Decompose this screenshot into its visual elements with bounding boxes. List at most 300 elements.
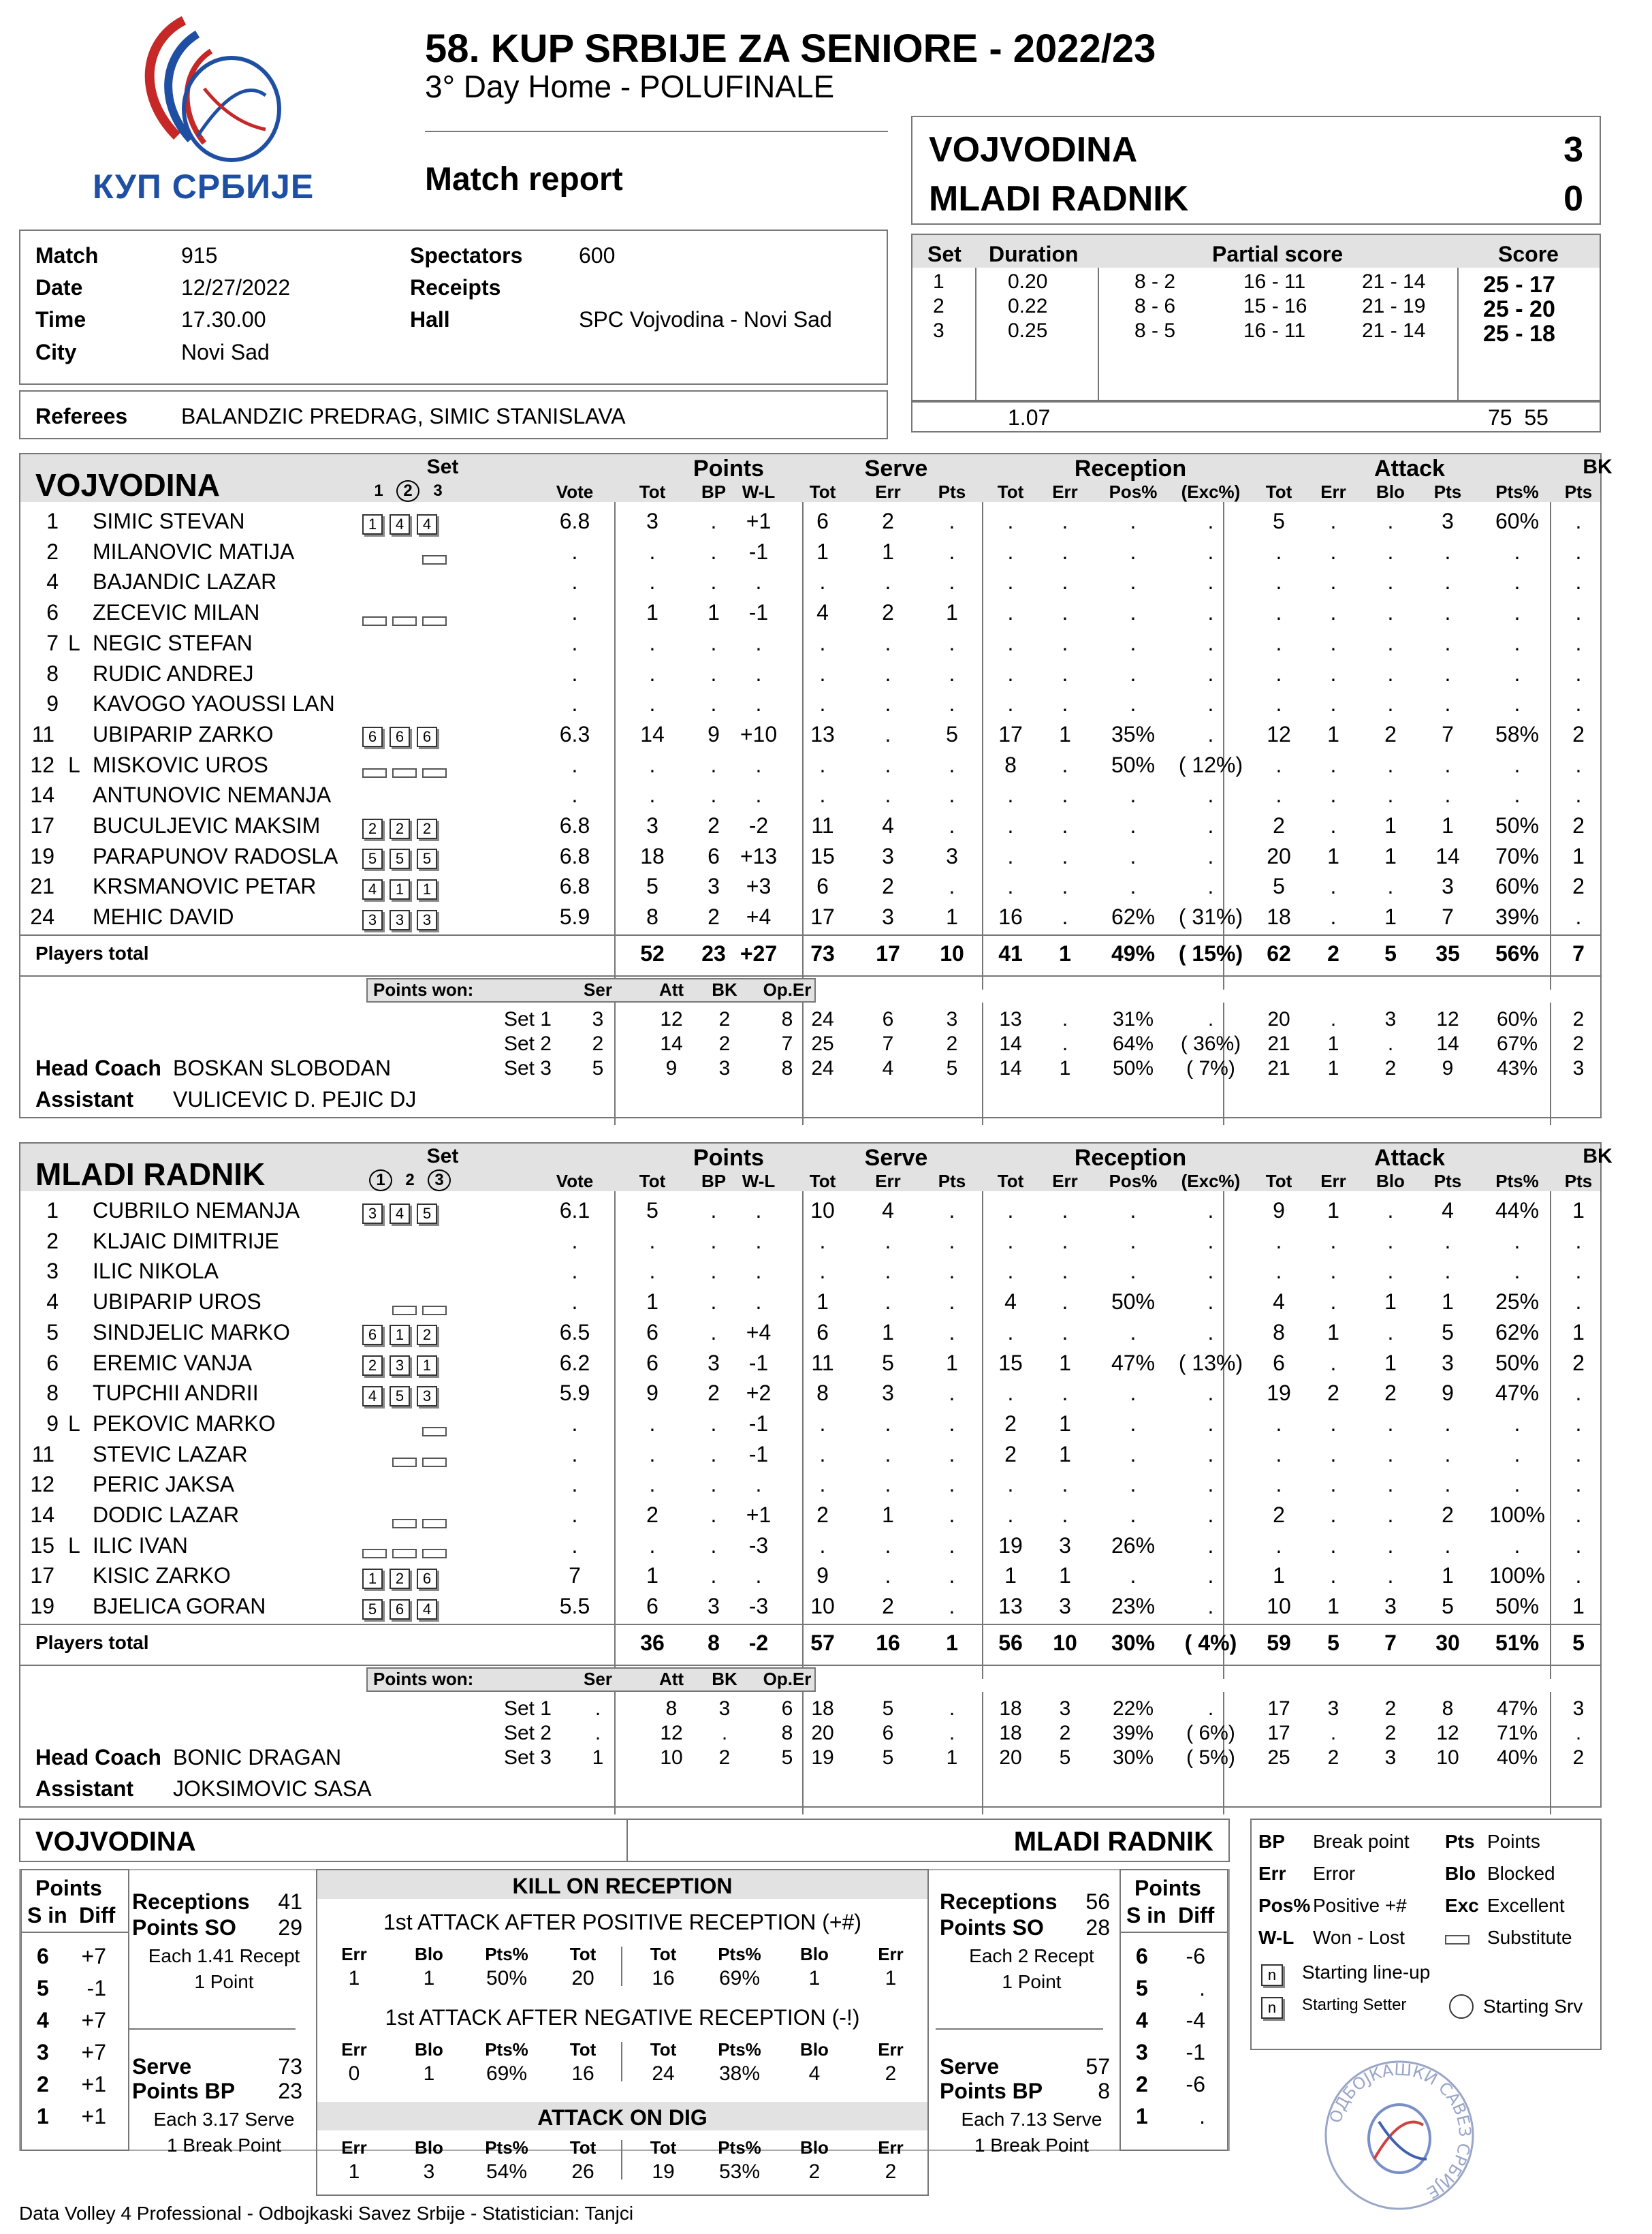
stat-cell: . bbox=[1330, 1411, 1337, 1436]
stat-cell: . bbox=[1575, 1441, 1582, 1466]
stat-cell: . bbox=[1007, 1503, 1014, 1527]
stat-cell: . bbox=[885, 1563, 891, 1588]
player-name: BAJANDIC LAZAR bbox=[93, 569, 277, 595]
stat-cell: . bbox=[1330, 1350, 1337, 1375]
stat-cell: 1 bbox=[1059, 1411, 1071, 1436]
stat-cell: 5 bbox=[1442, 1594, 1454, 1619]
total-cell: 30 bbox=[1435, 1631, 1460, 1655]
set-stat-cell: 71% bbox=[1496, 1722, 1538, 1744]
stat-cell: . bbox=[649, 1228, 656, 1253]
col-head: Pos% bbox=[1109, 482, 1158, 502]
player-number: 12 bbox=[30, 752, 54, 777]
set-stat-cell: 50% bbox=[1112, 1057, 1154, 1080]
points-so-value: 29 bbox=[278, 1915, 302, 1940]
set-stat-cell: 21 bbox=[1267, 1057, 1290, 1080]
player-name: MILANOVIC MATIJA bbox=[93, 539, 295, 564]
player-name: DODIC LAZAR bbox=[93, 1503, 240, 1527]
points-won-cell: . bbox=[721, 1722, 728, 1744]
stat-cell: -1 bbox=[748, 1350, 769, 1375]
stat-cell: 2 bbox=[1004, 1411, 1017, 1436]
points-won-cell: 3 bbox=[718, 1057, 731, 1080]
stat-cell: . bbox=[949, 630, 955, 655]
substitute-mark bbox=[422, 555, 447, 565]
player-name: ILIC NIKOLA bbox=[93, 1259, 219, 1284]
points-won-cell: 12 bbox=[660, 1008, 683, 1031]
stat-cell: . bbox=[1575, 1472, 1582, 1497]
stat-cell: . bbox=[1514, 630, 1521, 655]
rotation-number: 6 bbox=[1136, 1944, 1148, 1968]
starting-positions bbox=[362, 723, 444, 749]
kill-head: Err bbox=[878, 2039, 904, 2060]
stat-cell: 15 bbox=[810, 843, 835, 868]
stat-cell: . bbox=[1062, 1289, 1068, 1315]
stat-cell: 50% bbox=[1495, 813, 1540, 838]
negative-cell: 24 bbox=[652, 2062, 675, 2085]
stat-cell: . bbox=[819, 783, 826, 808]
match-value: 915 bbox=[181, 243, 218, 268]
sin-head: S in bbox=[27, 1903, 67, 1928]
stat-cell: -3 bbox=[748, 1532, 769, 1558]
stat-cell: . bbox=[1207, 874, 1214, 899]
stat-cell: 9 bbox=[708, 721, 720, 746]
stat-cell: . bbox=[1275, 600, 1282, 625]
set-label: Set 3 bbox=[503, 1057, 552, 1080]
player-name: TUPCHII ANDRII bbox=[93, 1381, 259, 1406]
points-won-head: Att bbox=[658, 1669, 684, 1689]
stat-cell: 6.8 bbox=[559, 874, 590, 899]
player-number: 3 bbox=[46, 1259, 59, 1284]
set-stat-cell: 9 bbox=[1442, 1057, 1454, 1080]
legend-desc: Substitute bbox=[1487, 1927, 1572, 1948]
stat-cell: . bbox=[755, 691, 762, 717]
stat-cell: 1 bbox=[1327, 1198, 1339, 1223]
set-partial-8: 8 - 6 bbox=[1134, 295, 1176, 317]
set-stat-cell: . bbox=[1062, 1008, 1068, 1031]
player-name: KLJAIC DIMITRIJE bbox=[93, 1228, 279, 1253]
stat-cell: . bbox=[1130, 1441, 1137, 1466]
diff-head: Diff bbox=[79, 1903, 116, 1928]
stat-cell: . bbox=[819, 1441, 826, 1466]
total-cell: 5 bbox=[1327, 1631, 1339, 1655]
col-head: W-L bbox=[742, 482, 776, 502]
set-number: 3 bbox=[933, 319, 944, 342]
stat-cell: . bbox=[571, 630, 578, 655]
kill-head: Tot bbox=[569, 2039, 597, 2060]
set-stat-cell: 13 bbox=[999, 1008, 1022, 1031]
stat-cell: . bbox=[1444, 1472, 1451, 1497]
set-partial-8: 8 - 2 bbox=[1134, 270, 1176, 293]
stat-cell: . bbox=[1387, 691, 1394, 717]
col-group-reception: Reception bbox=[1074, 1145, 1187, 1171]
assistant: VULICEVIC D. PEJIC DJ bbox=[173, 1087, 417, 1112]
stat-cell: . bbox=[1444, 539, 1451, 564]
stat-cell: . bbox=[710, 630, 717, 655]
stat-cell: . bbox=[885, 1532, 891, 1558]
stat-cell: . bbox=[1007, 1259, 1014, 1284]
stat-cell: 2 bbox=[882, 509, 894, 533]
negative-cell: 4 bbox=[808, 2062, 821, 2085]
set-label: Set 1 bbox=[503, 1697, 552, 1720]
player-number: 6 bbox=[46, 1350, 59, 1375]
set-stat-cell: 24 bbox=[811, 1008, 834, 1031]
stat-cell: 2 bbox=[708, 1381, 720, 1406]
stat-cell: . bbox=[1444, 1259, 1451, 1284]
assistant-label: Assistant bbox=[35, 1776, 134, 1801]
total-cell: 49% bbox=[1111, 941, 1156, 966]
legend-key: W-L bbox=[1258, 1927, 1294, 1948]
substitute-mark bbox=[392, 616, 417, 626]
receptions-label: Receptions bbox=[940, 1889, 1058, 1914]
page-title: 58. KUP SRBIJE ZA SENIORE - 2022/23 bbox=[425, 27, 1156, 71]
stat-cell: 62% bbox=[1111, 904, 1156, 930]
stat-cell: 1 bbox=[946, 1350, 958, 1375]
position-box: 1 bbox=[390, 879, 410, 900]
legend-desc: Error bbox=[1313, 1863, 1356, 1884]
kill-head: Err bbox=[341, 2137, 367, 2158]
total-cell: 10 bbox=[940, 941, 964, 966]
summary-rule bbox=[936, 2028, 1103, 2030]
position-box: 2 bbox=[362, 819, 383, 839]
stat-cell: . bbox=[1444, 600, 1451, 625]
total-cell: ( 4%) bbox=[1184, 1631, 1237, 1655]
set-stat-cell: 3 bbox=[1572, 1057, 1585, 1080]
substitute-marks bbox=[422, 1418, 452, 1443]
rotation-diff: -4 bbox=[1186, 2008, 1205, 2032]
set-partial-8: 8 - 5 bbox=[1134, 319, 1176, 342]
col-head: Pts bbox=[1564, 1171, 1593, 1191]
stat-cell: 10 bbox=[1267, 1594, 1291, 1619]
negative-cell: 0 bbox=[348, 2062, 360, 2085]
stat-cell: . bbox=[1330, 783, 1337, 808]
stat-cell: . bbox=[1387, 539, 1394, 564]
set-duration: 0.20 bbox=[1008, 270, 1048, 293]
points-won-cell: 8 bbox=[665, 1697, 678, 1720]
points-so-value: 28 bbox=[1085, 1915, 1110, 1940]
stat-cell: +13 bbox=[740, 843, 778, 868]
player-name: EREMIC VANJA bbox=[93, 1350, 253, 1375]
stat-cell: . bbox=[1007, 1381, 1014, 1406]
stat-cell: 1 bbox=[1442, 813, 1454, 838]
stat-cell: 4 bbox=[882, 1198, 894, 1223]
hall-value: SPC Vojvodina - Novi Sad bbox=[579, 307, 832, 332]
stat-cell: 4 bbox=[1442, 1198, 1454, 1223]
stat-cell: 3 bbox=[708, 874, 720, 899]
stat-cell: 1 bbox=[946, 904, 958, 930]
position-box: 6 bbox=[362, 1325, 383, 1345]
stat-cell: . bbox=[1330, 539, 1337, 564]
total-cell: 7 bbox=[1384, 1631, 1397, 1655]
stat-cell: 44% bbox=[1495, 1198, 1540, 1223]
stat-cell: 1 bbox=[1572, 1319, 1585, 1344]
stat-cell: 1 bbox=[1384, 843, 1397, 868]
stat-cell: ( 31%) bbox=[1178, 904, 1243, 930]
player-number: 11 bbox=[31, 1441, 54, 1466]
stat-cell: 2 bbox=[1327, 1381, 1339, 1406]
set-stat-cell: 1 bbox=[946, 1746, 958, 1769]
sets-box bbox=[911, 234, 1601, 401]
col-head: Pts bbox=[938, 482, 966, 502]
stat-cell: 8 bbox=[646, 904, 658, 930]
rotation-diff: +7 bbox=[81, 2040, 106, 2064]
col-head: Pts bbox=[1433, 1171, 1462, 1191]
stat-cell: 6.2 bbox=[559, 1350, 590, 1375]
points-bp-label: Points BP bbox=[940, 2079, 1043, 2103]
total-cell: 2 bbox=[1327, 941, 1339, 966]
stat-cell: . bbox=[1387, 630, 1394, 655]
stat-cell: 4 bbox=[882, 813, 894, 838]
set-number: 2 bbox=[933, 295, 944, 317]
set-stat-cell: 18 bbox=[999, 1697, 1022, 1720]
kill-divider bbox=[621, 2042, 622, 2081]
stat-cell: . bbox=[1575, 1411, 1582, 1436]
stat-cell: . bbox=[1007, 509, 1014, 533]
stat-cell: 1 bbox=[1004, 1563, 1017, 1588]
col-head: Err bbox=[1320, 482, 1346, 502]
col-head: Pts% bbox=[1495, 1171, 1539, 1191]
kill-head: Pts% bbox=[485, 1944, 528, 1964]
legend-desc: Won - Lost bbox=[1313, 1927, 1405, 1948]
result-score2: 0 bbox=[1563, 179, 1583, 219]
stat-cell: . bbox=[1130, 661, 1137, 686]
stat-cell: 14 bbox=[640, 721, 665, 746]
position-box: 3 bbox=[390, 1355, 410, 1376]
stat-cell: 1 bbox=[1442, 1563, 1454, 1588]
set-stat-cell: 2 bbox=[1572, 1008, 1585, 1031]
col-head: Pts% bbox=[1495, 482, 1539, 502]
player-number: 14 bbox=[30, 783, 54, 808]
total-cell: 52 bbox=[640, 941, 665, 966]
player-number: 17 bbox=[30, 813, 54, 838]
stat-cell: . bbox=[1275, 691, 1282, 717]
stat-cell: . bbox=[885, 1472, 891, 1497]
points-head: Points bbox=[35, 1876, 102, 1900]
total-cell: 5 bbox=[1384, 941, 1397, 966]
starting-positions bbox=[362, 1382, 444, 1407]
stat-cell: . bbox=[1207, 1441, 1214, 1466]
stat-cell: . bbox=[1130, 569, 1137, 595]
stat-cell: . bbox=[649, 1472, 656, 1497]
col-head: (Exc%) bbox=[1181, 482, 1241, 502]
set-stat-cell: . bbox=[1207, 1008, 1214, 1031]
stat-cell: . bbox=[1387, 1563, 1394, 1588]
stat-cell: . bbox=[1207, 1594, 1214, 1619]
set-numbers bbox=[369, 480, 456, 502]
dig-cell: 19 bbox=[652, 2160, 675, 2183]
logo-text: КУП СРБИЈЕ bbox=[93, 168, 315, 206]
stat-cell: 3 bbox=[708, 1350, 720, 1375]
head-coach: BOSKAN SLOBODAN bbox=[173, 1056, 392, 1080]
stat-cell: . bbox=[1514, 1259, 1521, 1284]
set-stat-cell: ( 7%) bbox=[1186, 1057, 1235, 1080]
stat-cell: . bbox=[1575, 904, 1582, 930]
stat-cell: . bbox=[949, 874, 955, 899]
starting-positions bbox=[362, 906, 444, 931]
stat-cell: . bbox=[1330, 752, 1337, 777]
stat-cell: . bbox=[949, 783, 955, 808]
serve-value: 57 bbox=[1085, 2054, 1110, 2079]
dig-cell: 54% bbox=[486, 2160, 528, 2183]
stat-cell: 50% bbox=[1495, 1350, 1540, 1375]
stat-cell: 17 bbox=[998, 721, 1023, 746]
kill-head: Err bbox=[341, 2039, 367, 2060]
set-stat-cell: 30% bbox=[1112, 1746, 1154, 1769]
head-coach-label: Head Coach bbox=[35, 1056, 161, 1080]
rotation-number: 4 bbox=[1136, 2008, 1148, 2032]
stat-cell: 4 bbox=[1273, 1289, 1285, 1315]
position-box: 5 bbox=[362, 849, 383, 869]
stat-cell: -1 bbox=[748, 1411, 769, 1436]
set-stat-cell: 2 bbox=[1384, 1722, 1397, 1744]
spectators-value: 600 bbox=[579, 243, 616, 268]
team-name: VOJVODINA bbox=[35, 467, 220, 503]
total-cell: 8 bbox=[708, 1631, 720, 1655]
col-group-points: Points bbox=[693, 1145, 764, 1171]
points-so-label: Points SO bbox=[132, 1915, 236, 1940]
serve-label: Serve bbox=[940, 2054, 1000, 2079]
set-stat-cell: . bbox=[1330, 1008, 1337, 1031]
set-final-score: 25 - 18 bbox=[1483, 321, 1555, 347]
stat-cell: . bbox=[1514, 691, 1521, 717]
player-name: PERIC JAKSA bbox=[93, 1472, 235, 1497]
set-num: 3 bbox=[428, 1169, 451, 1191]
set-stat-cell: 14 bbox=[1436, 1033, 1459, 1055]
set-stat-cell: 31% bbox=[1112, 1008, 1154, 1031]
total-cell: ( 15%) bbox=[1178, 941, 1243, 966]
stat-cell: . bbox=[1207, 721, 1214, 746]
negative-cell: 69% bbox=[486, 2062, 528, 2085]
stat-cell: . bbox=[1007, 813, 1014, 838]
report-label: Match report bbox=[425, 161, 623, 198]
kill-head: Blo bbox=[415, 2137, 443, 2158]
player-name: PEKOVIC MARKO bbox=[93, 1411, 276, 1436]
stat-cell: . bbox=[1007, 1228, 1014, 1253]
set-stat-cell: 2 bbox=[1572, 1033, 1585, 1055]
stat-cell: . bbox=[571, 1228, 578, 1253]
set-num: 2 bbox=[405, 1171, 415, 1189]
referees-value: BALANDZIC PREDRAG, SIMIC STANISLAVA bbox=[181, 404, 626, 428]
stat-cell: . bbox=[710, 1289, 717, 1315]
substitute-marks bbox=[422, 546, 452, 571]
stat-cell: . bbox=[755, 783, 762, 808]
points-won-cell: 12 bbox=[660, 1722, 683, 1744]
stat-cell: . bbox=[1514, 1228, 1521, 1253]
stat-cell: 1 bbox=[882, 1319, 894, 1344]
stat-cell: 5 bbox=[1273, 509, 1285, 533]
player-number: 1 bbox=[46, 1198, 59, 1223]
seal-graphic bbox=[1321, 2057, 1478, 2214]
stat-cell: . bbox=[1207, 630, 1214, 655]
set-stat-cell: . bbox=[1387, 1033, 1394, 1055]
dig-cell: 1 bbox=[348, 2160, 360, 2183]
kill-head: Blo bbox=[415, 1944, 443, 1964]
rotation-number: 2 bbox=[1136, 2072, 1148, 2096]
position-box: 5 bbox=[390, 1386, 410, 1406]
stat-cell: . bbox=[819, 691, 826, 717]
set-stat-cell: 40% bbox=[1496, 1746, 1538, 1769]
serve-value: 73 bbox=[278, 2054, 302, 2079]
stat-cell: 1 bbox=[816, 1289, 829, 1315]
set-stat-cell: . bbox=[1207, 1697, 1214, 1720]
stat-cell: 58% bbox=[1495, 721, 1540, 746]
stat-cell: . bbox=[710, 509, 717, 533]
stat-cell: . bbox=[1130, 509, 1137, 533]
kill-head: Err bbox=[878, 1944, 904, 1964]
logo-graphic bbox=[95, 14, 334, 177]
player-number: 12 bbox=[30, 1472, 54, 1497]
kill-head: Pts% bbox=[485, 2137, 528, 2158]
sets-head-duration: Duration bbox=[989, 242, 1079, 266]
stat-cell: 6.5 bbox=[559, 1319, 590, 1344]
points-head: Points bbox=[1134, 1876, 1201, 1900]
referees-box bbox=[19, 390, 888, 439]
set-stat-cell: 5 bbox=[882, 1746, 894, 1769]
stat-cell: . bbox=[1387, 874, 1394, 899]
position-box: 2 bbox=[390, 819, 410, 839]
negative-cell: 38% bbox=[718, 2062, 761, 2085]
stat-cell: . bbox=[755, 1259, 762, 1284]
result-team2: MLADI RADNIK bbox=[929, 179, 1189, 219]
col-head: Blo bbox=[1376, 1171, 1405, 1191]
stat-cell: . bbox=[649, 569, 656, 595]
sets-head-set: Set bbox=[927, 242, 962, 266]
rotation-diff: . bbox=[1199, 1976, 1205, 2000]
total-cell: 5 bbox=[1572, 1631, 1585, 1655]
points-won-cell: 1 bbox=[592, 1746, 604, 1769]
stat-cell: . bbox=[649, 630, 656, 655]
stat-cell: . bbox=[1330, 1472, 1337, 1497]
kill-head: Pts% bbox=[718, 1944, 761, 1964]
kill-head: Tot bbox=[650, 1944, 677, 1964]
position-box: 1 bbox=[362, 514, 383, 535]
stat-cell: 6 bbox=[816, 1319, 829, 1344]
total-cell: -2 bbox=[748, 1631, 769, 1655]
stat-cell: . bbox=[1575, 661, 1582, 686]
players-total-label: Players total bbox=[35, 1632, 149, 1653]
stat-cell: 16 bbox=[998, 904, 1023, 930]
stat-cell: . bbox=[1330, 1503, 1337, 1527]
stat-cell: 3 bbox=[1442, 1350, 1454, 1375]
stat-cell: . bbox=[755, 1563, 762, 1588]
position-box: 6 bbox=[417, 727, 437, 747]
stat-cell: 8 bbox=[1273, 1319, 1285, 1344]
libero-flag: L bbox=[68, 630, 80, 655]
substitute-mark bbox=[392, 1458, 417, 1467]
stat-cell: . bbox=[1275, 569, 1282, 595]
set-stat-cell: 47% bbox=[1496, 1697, 1538, 1720]
player-name: KAVOGO YAOUSSI LAN bbox=[93, 691, 335, 717]
stat-cell: 1 bbox=[1442, 1289, 1454, 1315]
set-stat-cell: 21 bbox=[1267, 1033, 1290, 1055]
stat-cell: . bbox=[885, 1289, 891, 1315]
points-won-cell: 8 bbox=[781, 1722, 793, 1744]
points-won-cell: 6 bbox=[781, 1697, 793, 1720]
stat-cell: . bbox=[1275, 1411, 1282, 1436]
substitute-marks bbox=[392, 1449, 452, 1474]
stat-cell: . bbox=[1575, 752, 1582, 777]
stat-cell: . bbox=[1444, 1532, 1451, 1558]
stat-cell: 62% bbox=[1495, 1319, 1540, 1344]
points-bp-value: 23 bbox=[278, 2079, 302, 2103]
stat-cell: . bbox=[885, 721, 891, 746]
stat-cell: . bbox=[755, 1289, 762, 1315]
stat-cell: . bbox=[649, 691, 656, 717]
one-point: 1 Point bbox=[194, 1971, 254, 1992]
col-group-attack: Attack bbox=[1374, 456, 1445, 482]
stat-cell: 2 bbox=[708, 813, 720, 838]
each-reception: Each 1.41 Recept bbox=[148, 1945, 300, 1966]
set-stat-cell: 7 bbox=[882, 1033, 894, 1055]
bottom-team1: VOJVODINA bbox=[35, 1827, 196, 1857]
